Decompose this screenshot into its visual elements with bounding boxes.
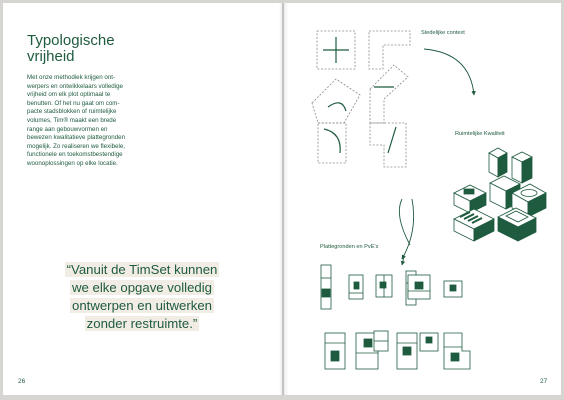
- volume-6: [454, 209, 494, 241]
- right-page: [284, 3, 561, 395]
- floorplan-6: [444, 281, 462, 297]
- floorplans-row-2: [325, 331, 470, 369]
- floorplan-7: [325, 333, 345, 369]
- label-ruimtelijke-kwaliteit: Ruimtelijke Kwaliteit: [455, 131, 505, 137]
- quote-line-1: “Vanuit de TimSet kunnen: [66, 262, 218, 277]
- plot-l-shape: [369, 31, 410, 69]
- plot-lower-right: [370, 123, 406, 167]
- arrow-to-floorplans: [402, 199, 414, 259]
- floorplans-row-1: [321, 265, 462, 309]
- spine-shadow: [279, 3, 289, 395]
- arrow-context-to-quality: [424, 49, 474, 95]
- typology-diagrams: [284, 3, 561, 395]
- volume-1: [489, 148, 507, 177]
- label-plattegronden: Plattegronden en PvE’s: [320, 244, 379, 250]
- arrow-connector: [399, 199, 410, 245]
- volume-2: [512, 152, 532, 183]
- left-page: [3, 3, 282, 395]
- plot-pentagon: [312, 79, 360, 123]
- volume-3: [454, 185, 486, 213]
- page-title: [27, 33, 177, 65]
- plot-angled: [370, 65, 408, 123]
- floorplan-1: [321, 265, 331, 309]
- label-stedelijke-context: Stedelijke context: [421, 30, 465, 36]
- title-line-2: vrijheid: [27, 48, 75, 65]
- quote-line-2: we elke opgave volledig: [71, 280, 213, 295]
- page-number-right: 27: [540, 378, 548, 385]
- intro-paragraph: Met onze methodiek krijgen ont- werpers en ontwikkelaars volledige vrijheid om elk plot optimaal te benutten. Of het nu gaat om com- pacte stadsblokken of ruimtelijke volumes, Tim® maakt een brede range aan gebouwvormen en bewezen kwalitatieve plattegronden mogelijk. Zo realiseren we flexibele, functionele en toekomstbestendige woonoplossingen op elke locatie.: [27, 74, 126, 167]
- title-line-1: Typologische: [27, 32, 115, 49]
- floorplan-9: [374, 331, 388, 351]
- floorplan-12: [444, 333, 470, 369]
- isometric-volumes: [454, 148, 546, 241]
- plot-lower-left: [318, 123, 346, 163]
- floorplan-3: [376, 275, 392, 297]
- floorplan-2: [349, 275, 363, 299]
- floorplan-11: [420, 333, 438, 351]
- floorplan-5: [408, 275, 430, 299]
- quote-line-4: zonder restruimte.”: [86, 316, 198, 331]
- pull-quote: [37, 261, 247, 333]
- page-number-left: 26: [18, 378, 26, 385]
- plot-footprints: [312, 31, 410, 167]
- floorplan-10: [397, 333, 417, 369]
- quote-line-3: ontwerpen en uitwerken: [71, 298, 213, 313]
